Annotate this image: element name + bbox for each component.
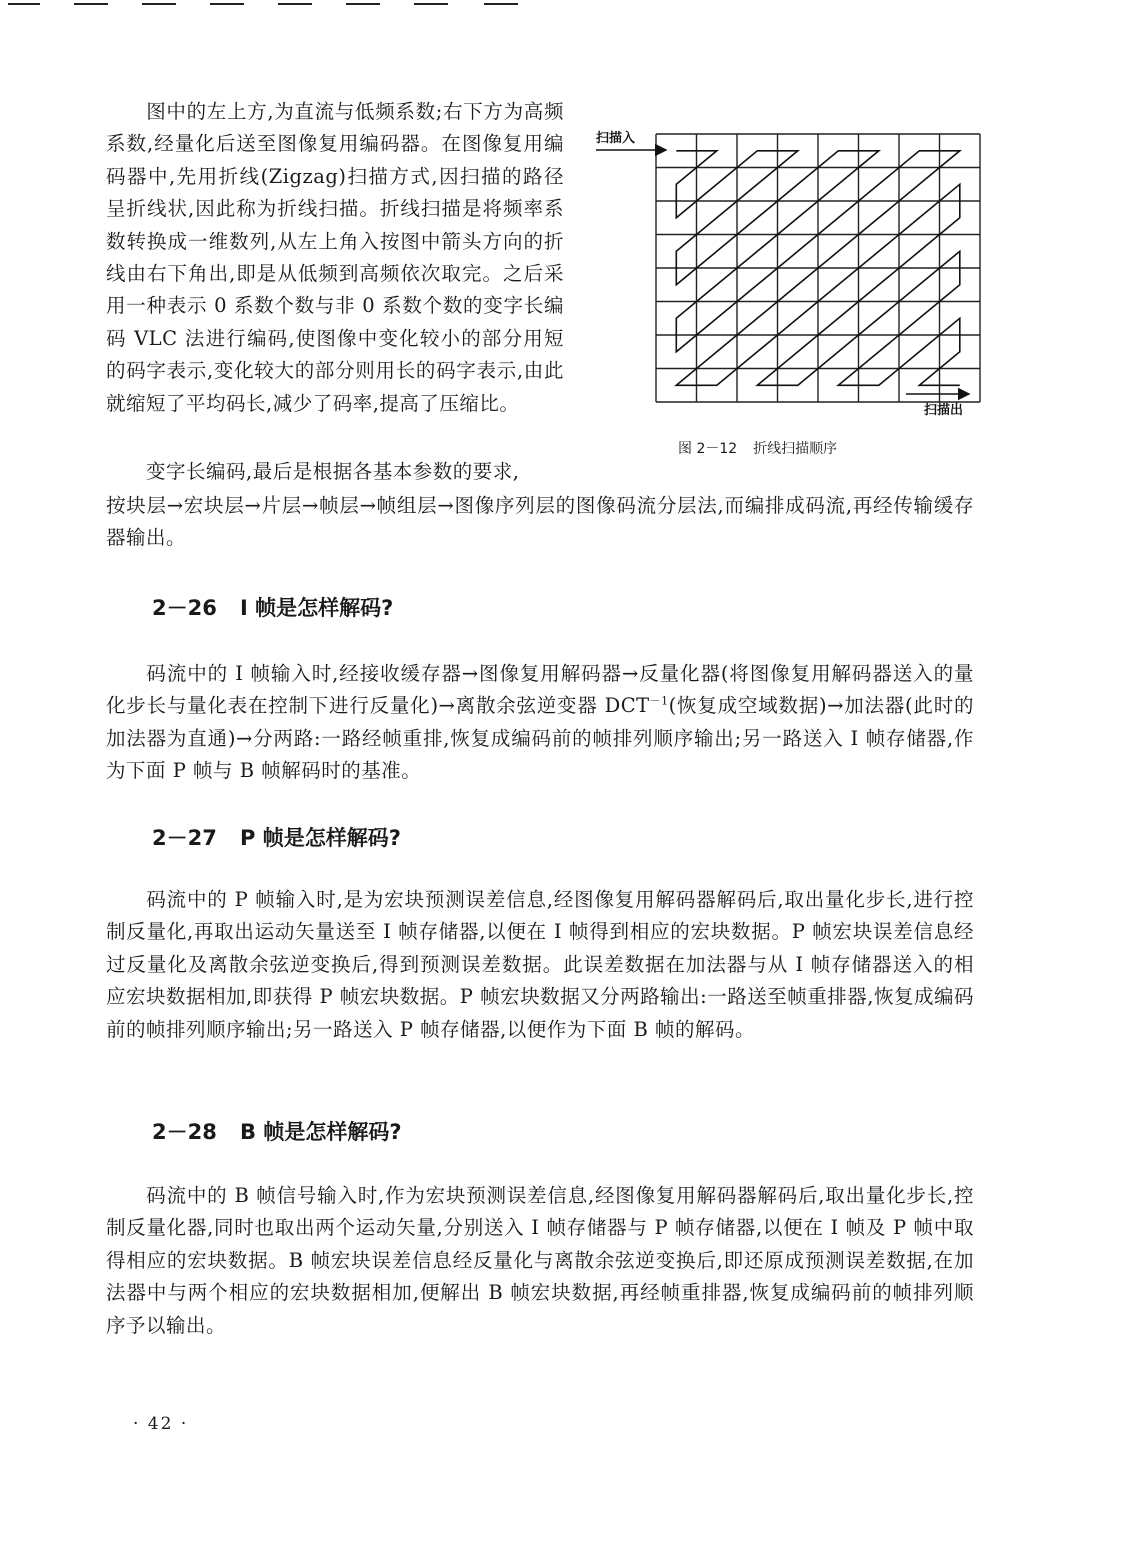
section-body-2-27-text: 码流中的 P 帧输入时,是为宏块预测误差信息,经图像复用解码器解码后,取出量化步长,进行控制反量化,再取出运动矢量送至 I 帧存储器,以便在 I 帧得到相应的宏块数据。P 帧宏块误差信息经过反量化及离散余弦逆变换后,得到预测误差数据。此误差数据在加法器与从 I 帧存储器送入的相应宏块数据相加,即获得 P 帧宏块数据。P 帧宏块数据又分两路输出:一路送至帧重排器,恢复成编码前的帧排列顺序输出;另一路送入 P 帧存储器,以便作为下面 B 帧的解码。 [106,888,974,1041]
scan-in-label: 扫描入 [596,131,636,146]
intro-paragraph-2-rest [106,490,974,555]
figure-caption-number: 图 2－12 [678,441,738,457]
section-body-2-27 [106,884,974,1046]
section-heading-2-26 [152,592,393,622]
section-heading-2-28 [152,1116,402,1146]
section-body-2-26-text-a: 码流中的 I 帧输入时,经接收缓存器→图像复用解码器→反量化器(将图像复用解码器送入的量化步长与量化表在控制下进行反量化)→离散余弦逆变器 DCT [106,662,974,718]
section-body-2-26-text-b: (恢复成空域数据)→加法器(此时的加法器为直通)→分两路:一路经帧重排,恢复成编码前的帧排列顺序输出;另一路送入 I 帧存储器,作为下面 P 帧与 B 帧解码时的基准。 [106,694,974,783]
figure-caption-title: 折线扫描顺序 [753,441,838,457]
section-title: B 帧是怎样解码? [240,1120,402,1144]
section-number: 2－28 [152,1120,217,1144]
section-heading-2-27 [152,822,401,852]
dct-superscript: －1 [649,694,669,708]
section-number: 2－27 [152,826,217,850]
intro-paragraph-2-line1-text: 变字长编码,最后是根据各基本参数的要求, [146,460,520,483]
intro-paragraph-2-rest-text: 按块层→宏块层→片层→帧层→帧组层→图像序列层的图像码流分层法,而编排成码流,再经传输缓存器输出。 [106,494,974,550]
section-body-2-28 [106,1180,974,1342]
page-number: · 42 · [133,1414,189,1434]
zigzag-scan-diagram [594,118,994,418]
figure-caption [678,438,837,458]
section-number: 2－26 [152,596,217,620]
section-body-2-28-text: 码流中的 B 帧信号输入时,作为宏块预测误差信息,经图像复用解码器解码后,取出量化步长,控制反量化器,同时也取出两个运动矢量,分别送入 I 帧存储器与 P 帧存储器,以便在 I 帧及 P 帧中取得相应的宏块数据。B 帧宏块误差信息经反量化与离散余弦逆变换后,即还原成预测误差数据,在加法器中与两个相应的宏块数据相加,便解出 B 帧宏块数据,再经帧重排器,恢复成编码前的帧排列顺序予以输出。 [106,1184,974,1337]
section-title: P 帧是怎样解码? [240,826,401,850]
top-crop-marks [0,0,1122,8]
section-body-2-26 [106,658,974,788]
scan-out-label: 扫描出 [924,403,964,418]
intro-paragraph-2-line1 [106,456,576,488]
intro-paragraph-1-text: 图中的左上方,为直流与低频系数;右下方为高频系数,经量化后送至图像复用编码器。在图像复用编码器中,先用折线(Zigzag)扫描方式,因扫描的路径呈折线状,因此称为折线扫描。折线扫描是将频率系数转换成一维数列,从左上角入按图中箭头方向的折线由右下角出,即是从低频到高频依次取完。之后采用一种表示 0 系数个数与非 0 系数个数的变字长编码 VLC 法进行编码,使图像中变化较小的部分用短的码字表示,变化较大的部分则用长的码字表示,由此就缩短了平均码长,减少了码率,提高了压缩比。 [106,100,564,415]
section-title: I 帧是怎样解码? [240,596,394,620]
intro-paragraph-1 [106,96,564,420]
zigzag-scan-figure [594,118,994,418]
